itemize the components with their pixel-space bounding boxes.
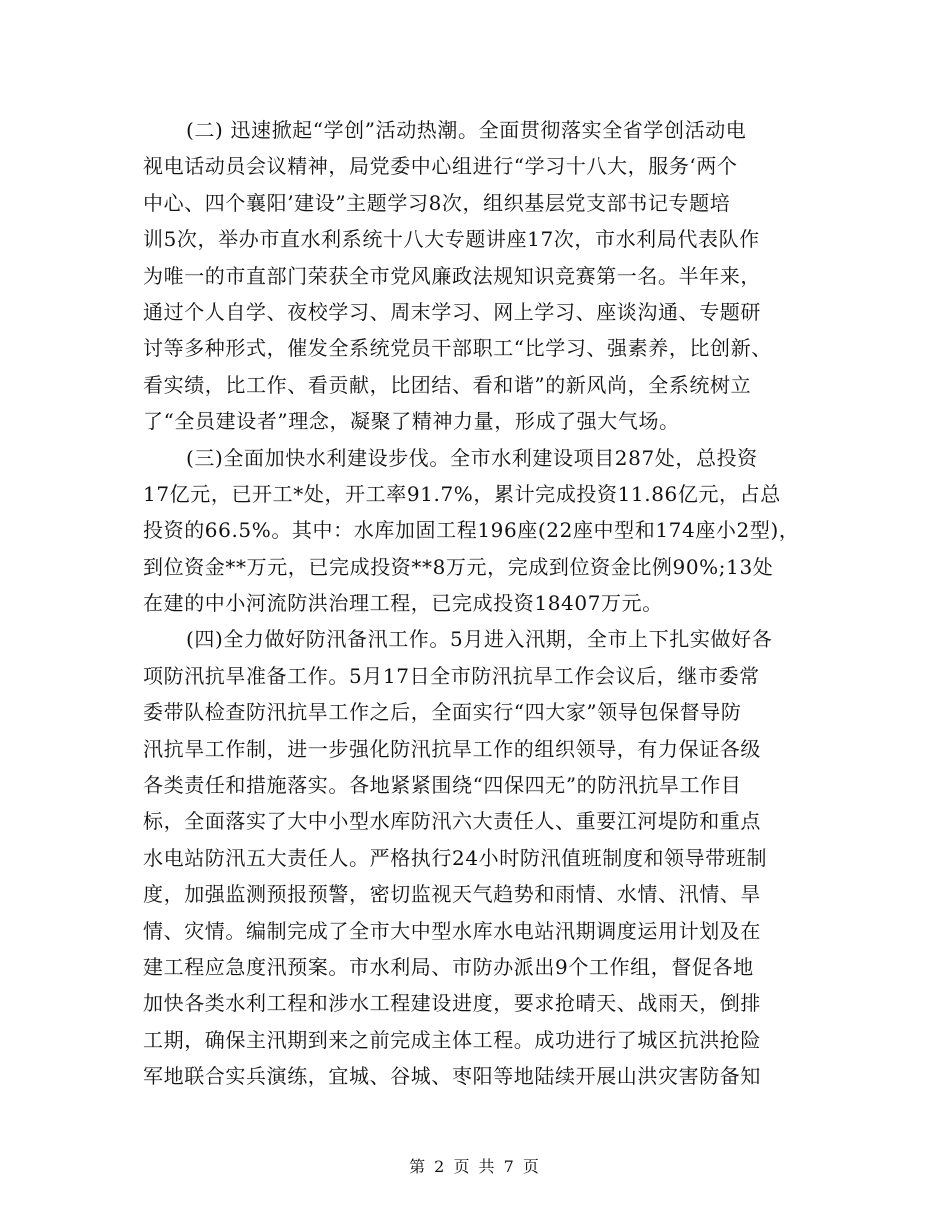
text-line: 在建的中小河流防洪治理工程，已完成投资18407万元。 xyxy=(143,591,663,616)
text-line: 委带队检查防汛抗旱工作之后，全面实行“四大家”领导包保督导防 xyxy=(143,700,742,725)
text-line: 了“全员建设者”理念，凝聚了精神力量，形成了强大气场。 xyxy=(143,409,680,434)
text-line: 视电话动员会议精神，局党委中心组进行“学习十八大，服务‘两个 xyxy=(143,154,738,179)
text-line: (三)全面加快水利建设步伐。全市水利建设项目287处，总投资 xyxy=(186,445,758,470)
text-line: 军地联合实兵演练，宜城、谷城、枣阳等地陆续开展山洪灾害防备知 xyxy=(143,1064,761,1089)
text-line: 中心、四个襄阳’建设”主题学习8次，组织基层党支部书记专题培 xyxy=(143,190,731,215)
text-line: (二) 迅速掀起“学创”活动热潮。全面贯彻落实全省学创活动电 xyxy=(186,118,747,142)
text-line: 工期，确保主汛期到来之前完成主体工程。成功进行了城区抗洪抢险 xyxy=(143,1027,761,1052)
text-line: 度，加强监测预报预警，密切监视天气趋势和雨情、水情、汛情、旱 xyxy=(143,882,761,907)
text-line: 标，全面落实了大中小型水库防汛六大责任人、重要江河堤防和重点 xyxy=(143,809,761,834)
text-line: 通过个人自学、夜校学习、周末学习、网上学习、座谈沟通、专题研 xyxy=(143,299,761,324)
text-line: 汛抗旱工作制，进一步强化防汛抗旱工作的组织领导，有力保证各级 xyxy=(143,736,761,761)
text-line: 建工程应急度汛预案。市水利局、市防办派出9个工作组，督促各地 xyxy=(143,954,754,979)
text-line: 为唯一的市直部门荣获全市党风廉政法规知识竞赛第一名。半年来， xyxy=(143,263,761,288)
text-line: 17亿元，已开工*处，开工率91.7%，累计完成投资11.86亿元，占总 xyxy=(143,481,781,506)
paragraph-flood-prevention xyxy=(143,621,815,1094)
body-text xyxy=(143,112,815,1095)
paragraph-xuechuang xyxy=(143,112,815,440)
text-line: 看实绩，比工作、看贡献，比团结、看和谐”的新风尚，全系统树立 xyxy=(143,372,752,397)
text-line: 项防汛抗旱准备工作。5月17日全市防汛抗旱工作会议后，继市委常 xyxy=(143,663,760,688)
text-line: 到位资金**万元，已完成投资**8万元，完成到位资金比例90%;13处 xyxy=(143,554,774,579)
text-line: 水电站防汛五大责任人。严格执行24小时防汛值班制度和领导带班制 xyxy=(143,845,768,870)
text-line: 训5次，举办市直水利系统十八大专题讲座17次，市水利局代表队作 xyxy=(143,227,760,252)
text-line: 情、灾情。编制完成了全市大中型水库水电站汛期调度运用计划及在 xyxy=(143,918,761,943)
text-line: 各类责任和措施落实。各地紧紧围绕“四保四无”的防汛抗旱工作目 xyxy=(143,773,742,798)
paragraph-water-construction xyxy=(143,440,815,622)
text-line: 投资的66.5%。其中：水库加固工程196座(22座中型和174座小2型)， xyxy=(143,518,800,543)
page-number-footer: 第 2 页 共 7 页 xyxy=(409,1157,541,1176)
text-line: 加快各类水利工程和涉水工程建设进度，要求抢晴天、战雨天，倒排 xyxy=(143,991,761,1016)
text-line: (四)全力做好防汛备汛工作。5月进入汛期，全市上下扎实做好各 xyxy=(186,627,773,652)
text-line: 讨等多种形式，催发全系统党员干部职工“比学习、强素养，比创新、 xyxy=(143,336,772,361)
